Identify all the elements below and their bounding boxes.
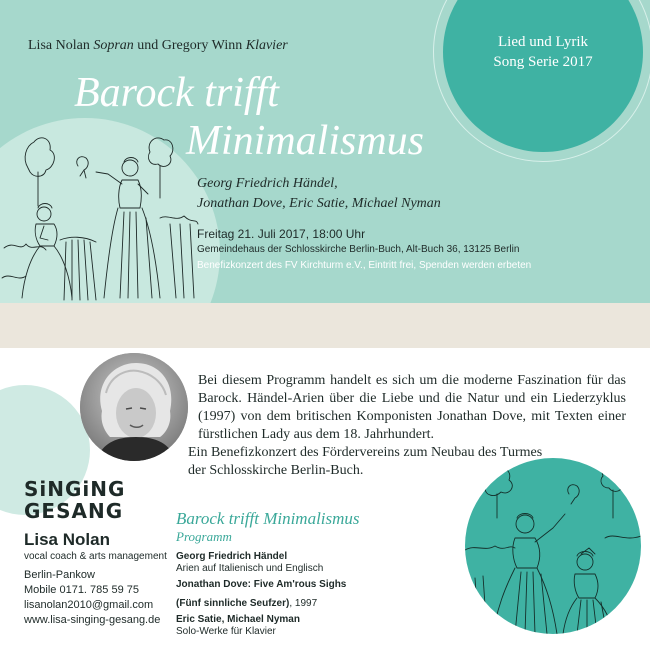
portrait-photo xyxy=(80,353,188,461)
series-label xyxy=(443,32,643,72)
program-item xyxy=(176,551,360,575)
contact-email-link[interactable]: lisanolan2010@gmail.com xyxy=(24,599,154,611)
performer-conjunction: und xyxy=(137,38,159,53)
logo-line: GESANG xyxy=(24,499,124,523)
contact-block xyxy=(24,530,167,628)
contact-phone: Mobile 0171. 785 59 75 xyxy=(24,584,139,596)
event-benefit-note: Benefizkonzert des FV Kirchturm e.V., Eintritt frei, Spenden werden erbeten xyxy=(197,260,532,271)
intro-line: der Schlosskirche Berlin-Buch. xyxy=(188,463,364,478)
series-title: Lied und Lyrik xyxy=(498,34,588,50)
composers-line: Jonathan Dove, Eric Satie, Michael Nyman xyxy=(197,196,441,211)
header-band xyxy=(0,0,650,303)
page-title xyxy=(74,69,424,165)
performer-name: Gregory Winn xyxy=(161,38,243,53)
intro-line: Ein Benefizkonzert des Fördervereins zum Neubau des Turmes xyxy=(188,445,543,460)
logo-line: SiNGiNG xyxy=(24,477,126,501)
performer-role: Sopran xyxy=(93,38,134,53)
composers-line: Georg Friedrich Händel, xyxy=(197,176,338,191)
event-date: Freitag 21. Juli 2017, 18:00 Uhr xyxy=(197,227,366,241)
program-item-heading: (Fünf sinnliche Seufzer) xyxy=(176,598,290,609)
intro-paragraph: Bei diesem Programm handelt es sich um die moderne Faszination für das Barock. Händel-Arien über die Liebe und die Natur und ein Liederzyklus (1997) von dem britischen Komponisten Jonathan Dove, mit Texten einer fürstlichen Lady aus dem 18. Jahrhundert. xyxy=(198,373,626,442)
program-item xyxy=(176,579,360,610)
program-item-detail: Arien auf Italienisch und Englisch xyxy=(176,563,324,574)
program-item-heading: Eric Satie, Michael Nyman xyxy=(176,614,300,625)
event-details xyxy=(197,226,531,274)
event-venue: Gemeindehaus der Schlosskirche Berlin-Buch, Alt-Buch 36, 13125 Berlin xyxy=(197,244,520,255)
title-line: Barock trifft xyxy=(74,70,279,116)
program-item-detail: , 1997 xyxy=(289,598,318,609)
performers-line xyxy=(28,38,288,54)
contact-city: Berlin-Pankow xyxy=(24,569,95,581)
portrait-icon xyxy=(80,353,188,461)
series-year: Song Serie 2017 xyxy=(493,54,593,70)
composers-list xyxy=(197,174,441,214)
sketch-illustration-icon xyxy=(465,458,641,634)
contact-role: vocal coach & arts management xyxy=(24,551,167,562)
sketch-circle xyxy=(465,458,641,634)
singing-gesang-logo xyxy=(24,478,125,522)
title-line: Minimalismus xyxy=(186,118,425,164)
contact-name: Lisa Nolan xyxy=(24,530,110,549)
performer-name: Lisa Nolan xyxy=(28,38,90,53)
contact-website-link[interactable]: www.lisa-singing-gesang.de xyxy=(24,614,161,626)
program-title: Barock trifft Minimalismus xyxy=(176,509,360,528)
program-item-heading: Jonathan Dove: Five Am'rous Sighs xyxy=(176,579,347,590)
program-item xyxy=(176,614,360,638)
program-item-detail: Solo-Werke für Klavier xyxy=(176,626,276,637)
program-block xyxy=(176,509,360,642)
divider-band xyxy=(0,303,650,348)
program-item-heading: Georg Friedrich Händel xyxy=(176,551,288,562)
program-subtitle: Programm xyxy=(176,529,232,544)
performer-role: Klavier xyxy=(245,38,288,53)
